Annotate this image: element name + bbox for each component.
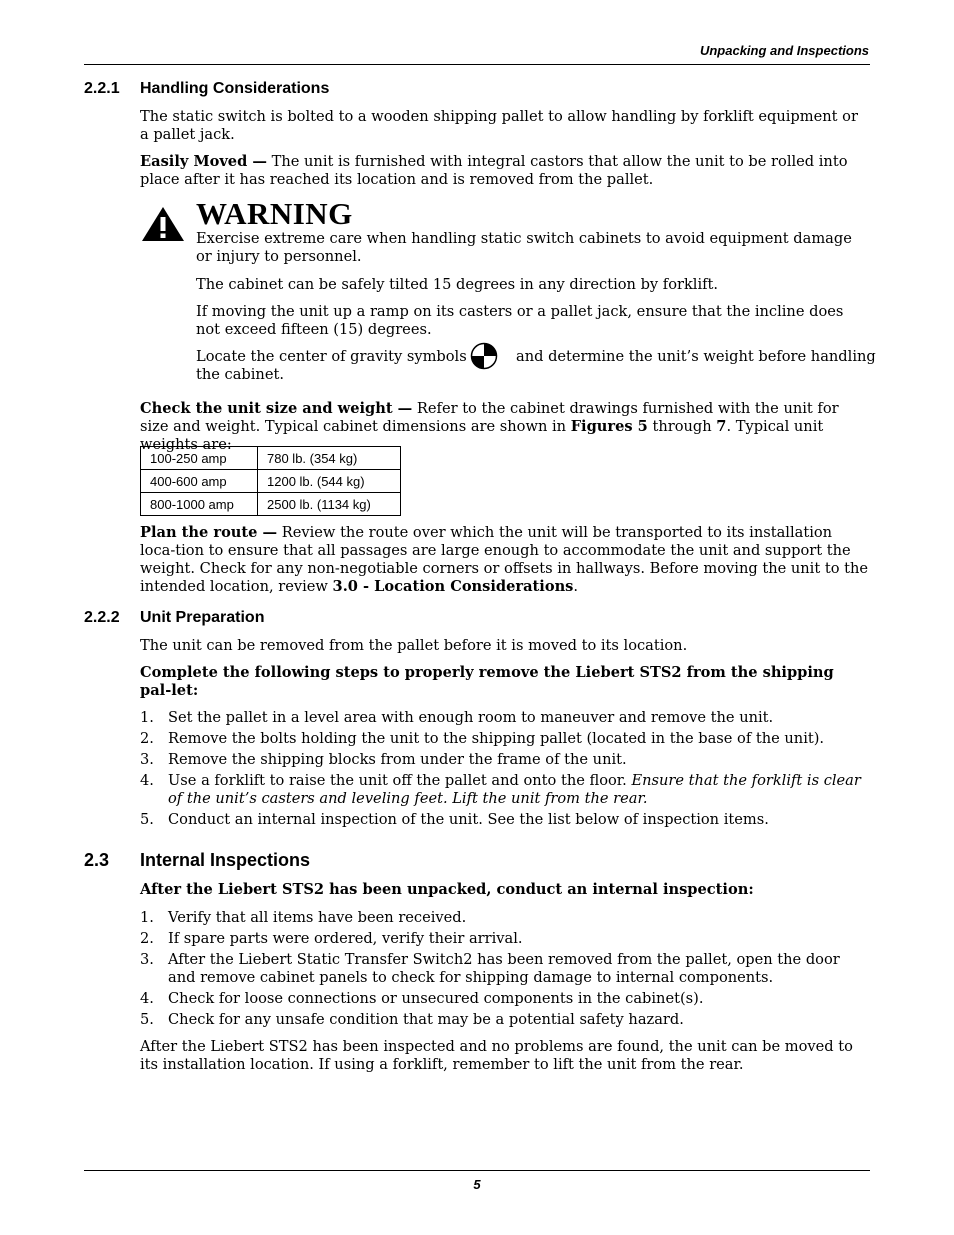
step-number: 3. bbox=[140, 751, 154, 768]
easily-moved-paragraph bbox=[140, 153, 870, 189]
cog-text-before: Locate the center of gravity symbols bbox=[196, 348, 467, 365]
easily-moved-lead: Easily Moved — bbox=[140, 153, 267, 170]
handling-paragraph: The static switch is bolted to a wooden shipping pallet to allow handling by forklift equipment or a pallet jack. bbox=[140, 108, 858, 143]
warning-paragraph-3: If moving the unit up a ramp on its casters or a pallet jack, ensure that the incline does not exceed fifteen (15) degrees. bbox=[196, 303, 844, 338]
warning-title: WARNING bbox=[196, 196, 353, 231]
section-title: Unit Preparation bbox=[140, 609, 265, 626]
table-row bbox=[141, 493, 401, 516]
list-item bbox=[140, 730, 870, 748]
step-text: Set the pallet in a level area with enough room to maneuver and remove the unit. bbox=[168, 709, 774, 726]
unit-prep-paragraph: The unit can be removed from the pallet before it is moved to its location. bbox=[140, 637, 688, 654]
step-text: Check for any unsafe condition that may be a potential safety hazard. bbox=[168, 1011, 684, 1028]
check-size-lead: Check the unit size and weight — bbox=[140, 400, 413, 417]
section-number: 2.3 bbox=[84, 850, 110, 870]
step-text: If spare parts were ordered, verify their arrival. bbox=[168, 930, 523, 947]
footer-rule bbox=[84, 1170, 870, 1171]
table-row bbox=[141, 447, 401, 470]
warning-paragraph-2: The cabinet can be safely tilted 15 degrees in any direction by forklift. bbox=[196, 276, 719, 293]
unit-prep-instruction: Complete the following steps to properly remove the Liebert STS2 from the shipping pal-let: bbox=[140, 664, 834, 699]
section-number: 2.2.1 bbox=[84, 80, 120, 97]
step-number: 2. bbox=[140, 930, 154, 947]
running-header: Unpacking and Inspections bbox=[699, 43, 869, 58]
weight-cell: 780 lb. (354 kg) bbox=[258, 447, 401, 470]
step-text: Use a forklift to raise the unit off the pallet and onto the floor. bbox=[168, 772, 632, 789]
unit-prep-steps bbox=[140, 709, 870, 832]
step-number: 4. bbox=[140, 772, 154, 789]
check-size-text-2: through bbox=[647, 418, 717, 435]
step-number: 4. bbox=[140, 990, 154, 1007]
section-title: Handling Considerations bbox=[140, 80, 330, 97]
warning-paragraph-1: Exercise extreme care when handling static switch cabinets to avoid equipment damage or injury to personnel. bbox=[196, 230, 852, 265]
check-size-text: Refer to the cabinet drawings furnished with the unit for size and weight. Typical cabinet dimensions are shown in bbox=[140, 400, 839, 435]
step-text: Remove the bolts holding the unit to the shipping pallet (located in the base of the unit). bbox=[168, 730, 825, 747]
plan-route-text: Review the route over which the unit will be transported to its installation loca-tion to ensure that all passages are large enough to accommodate the unit and support the weight. Check for any non-negotiable corners or offsets in hallways. Before moving the unit to the intended location, review bbox=[140, 524, 869, 595]
section-title: Internal Inspections bbox=[140, 850, 311, 870]
list-item bbox=[140, 709, 870, 727]
step-number: 5. bbox=[140, 811, 154, 828]
warning-triangle-icon bbox=[141, 206, 185, 242]
list-item bbox=[140, 811, 870, 829]
step-text: Verify that all items have been received. bbox=[168, 909, 467, 926]
rating-cell: 100-250 amp bbox=[141, 447, 258, 470]
unit-weights-table bbox=[140, 446, 401, 516]
list-item bbox=[140, 951, 870, 987]
check-size-text-3: . Typical unit weights are: bbox=[140, 418, 824, 453]
section-2-2-1-heading bbox=[84, 80, 329, 98]
list-item bbox=[140, 930, 870, 948]
step-number: 1. bbox=[140, 909, 154, 926]
section-2-2-2-heading bbox=[84, 609, 264, 627]
list-item bbox=[140, 990, 870, 1008]
step-note: Ensure that the forklift is clear of the unit’s casters and leveling feet. Lift the unit from the rear. bbox=[168, 772, 861, 807]
inspection-steps bbox=[140, 909, 870, 1032]
section-2-3-heading bbox=[84, 850, 310, 871]
step-number: 5. bbox=[140, 1011, 154, 1028]
step-text: After the Liebert Static Transfer Switch2 has been removed from the pallet, open the door and remove cabinet panels to check for shipping damage to internal components. bbox=[168, 951, 840, 986]
step-number: 2. bbox=[140, 730, 154, 747]
weight-cell: 2500 lb. (1134 kg) bbox=[258, 493, 401, 516]
section-number: 2.2.2 bbox=[84, 609, 120, 626]
step-text: Remove the shipping blocks from under the frame of the unit. bbox=[168, 751, 627, 768]
inspection-intro: After the Liebert STS2 has been unpacked, conduct an internal inspection: bbox=[140, 881, 754, 898]
rating-cell: 400-600 amp bbox=[141, 470, 258, 493]
step-text: Conduct an internal inspection of the unit. See the list below of inspection items. bbox=[168, 811, 769, 828]
header-rule bbox=[84, 64, 870, 65]
figures-5-ref: Figures 5 bbox=[570, 418, 648, 435]
rating-cell: 800-1000 amp bbox=[141, 493, 258, 516]
figure-7-ref: 7 bbox=[716, 418, 727, 435]
list-item bbox=[140, 772, 870, 808]
list-item bbox=[140, 1011, 870, 1029]
inspection-closing: After the Liebert STS2 has been inspected and no problems are found, the unit can be moved to its installation location. If using a forklift, remember to lift the unit from the rear. bbox=[140, 1038, 853, 1073]
step-text: Check for loose connections or unsecured components in the cabinet(s). bbox=[168, 990, 704, 1007]
plan-route-end: . bbox=[573, 578, 579, 595]
table-row bbox=[141, 470, 401, 493]
list-item bbox=[140, 909, 870, 927]
center-of-gravity-icon bbox=[470, 342, 498, 370]
plan-route-lead: Plan the route — bbox=[140, 524, 278, 541]
cog-text-after: and determine the unit’s weight before handling bbox=[516, 348, 876, 365]
plan-route-paragraph bbox=[140, 524, 870, 596]
step-number: 3. bbox=[140, 951, 154, 968]
easily-moved-text: The unit is furnished with integral castors that allow the unit to be rolled into place after it has reached its location and is removed from the pallet. bbox=[140, 153, 848, 188]
list-item bbox=[140, 751, 870, 769]
cog-text-end: the cabinet. bbox=[196, 366, 284, 383]
location-considerations-ref: 3.0 - Location Considerations bbox=[332, 578, 574, 595]
page-number: 5 bbox=[473, 1177, 481, 1192]
weight-cell: 1200 lb. (544 kg) bbox=[258, 470, 401, 493]
step-number: 1. bbox=[140, 709, 154, 726]
